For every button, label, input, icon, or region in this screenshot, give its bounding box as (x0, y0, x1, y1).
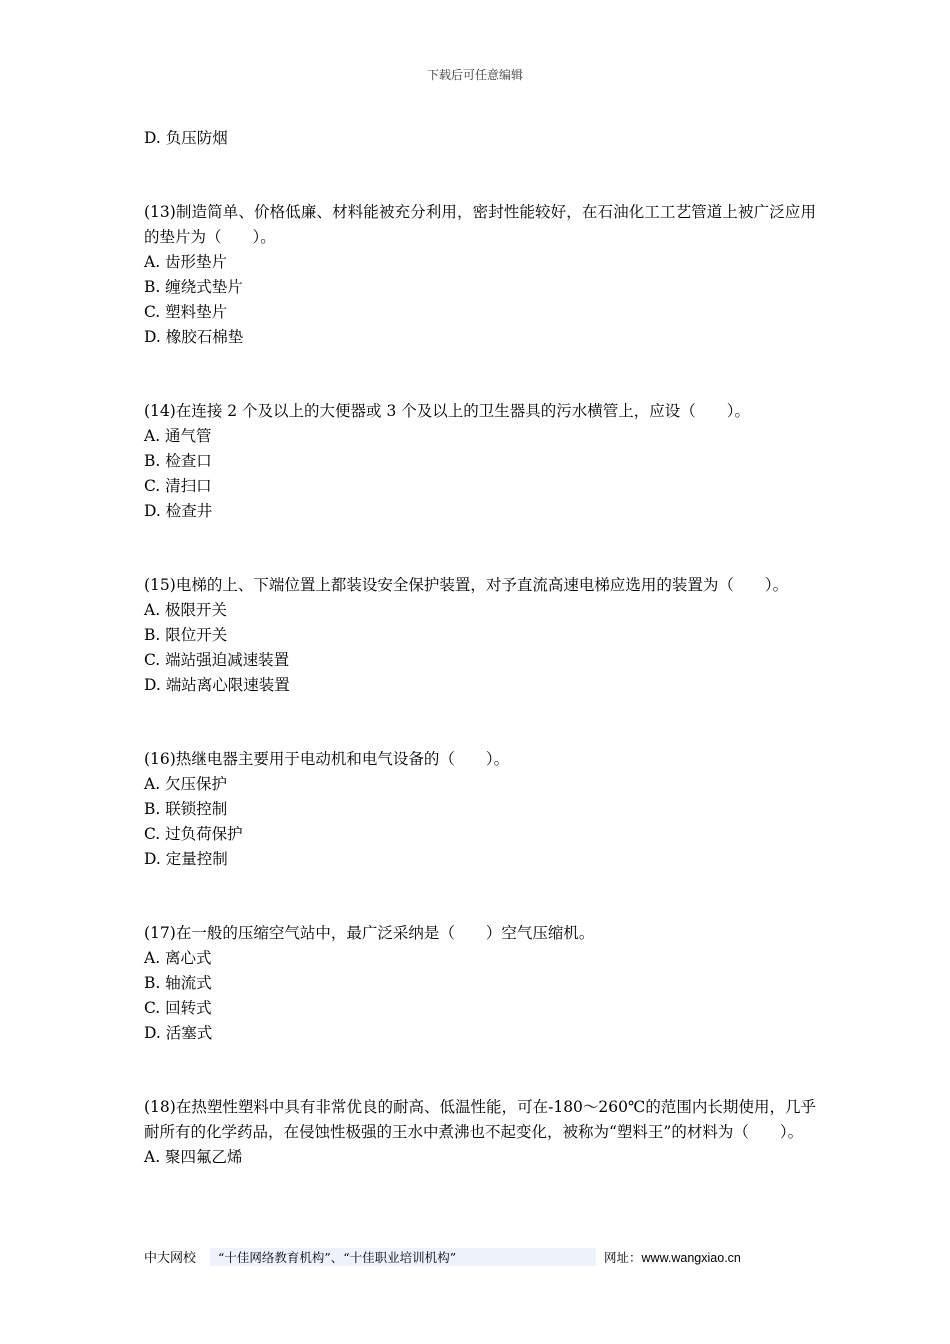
option: A. 极限开关 (144, 601, 228, 619)
question-title: (17)在一般的压缩空气站中，最广泛采纳是（ ）空气压缩机。 (144, 924, 595, 942)
option: A. 欠压保护 (144, 775, 228, 793)
question-title: (14)在连接 2 个及以上的大便器或 3 个及以上的卫生器具的污水横管上，应设（ ）。 (144, 402, 751, 420)
option: C. 过负荷保护 (144, 825, 243, 843)
option: D. 定量控制 (144, 850, 228, 868)
option: C. 塑料垫片 (144, 303, 228, 321)
option: D. 检查井 (144, 502, 213, 520)
page-header: 下载后可任意编辑 (426, 68, 523, 82)
previous-question-option: D. 负压防烟 (144, 129, 228, 147)
question-18 (144, 1095, 816, 1170)
question-13 (144, 200, 816, 350)
option: A. 离心式 (144, 949, 212, 967)
question-16 (144, 747, 816, 872)
question-17 (144, 921, 816, 1046)
footer-slogan: “十佳网络教育机构”、“十佳职业培训机构” (210, 1248, 596, 1266)
option: B. 限位开关 (144, 626, 228, 644)
footer-brand: 中大网校 (144, 1251, 197, 1266)
question-title: (15)电梯的上、下端位置上都装设安全保护装置，对予直流高速电梯应选用的装置为（ ）。 (144, 576, 789, 594)
question-15 (144, 573, 816, 698)
option: D. 活塞式 (144, 1024, 213, 1042)
option: B. 缠绕式垫片 (144, 278, 243, 296)
page-footer (144, 1247, 744, 1266)
option: A. 聚四氟乙烯 (144, 1148, 243, 1166)
option: B. 联锁控制 (144, 800, 228, 818)
option: C. 回转式 (144, 999, 212, 1017)
option: D. 端站离心限速装置 (144, 676, 290, 694)
option: D. 橡胶石棉垫 (144, 328, 244, 346)
document-body (144, 126, 816, 1170)
option: C. 端站强迫减速装置 (144, 651, 290, 669)
option: C. 清扫口 (144, 477, 212, 495)
question-title: (18)在热塑性塑料中具有非常优良的耐高、低温性能，可在-180～260℃的范围内长期使用，几乎耐所有的化学药品，在侵蚀性极强的王水中煮沸也不起变化，被称为“塑料王”的材料为（ ）。 (144, 1098, 816, 1141)
question-14 (144, 399, 816, 524)
question-title: (16)热继电器主要用于电动机和电气设备的（ ）。 (144, 750, 510, 768)
option: B. 轴流式 (144, 974, 212, 992)
option: A. 通气管 (144, 427, 212, 445)
question-title: (13)制造简单、价格低廉、材料能被充分利用，密封性能较好，在石油化工工艺管道上被广泛应用的垫片为（ ）。 (144, 203, 816, 246)
footer-website-link[interactable]: 网址：www.wangxiao.cn (604, 1250, 741, 1265)
option: B. 检查口 (144, 452, 212, 470)
option: A. 齿形垫片 (144, 253, 228, 271)
